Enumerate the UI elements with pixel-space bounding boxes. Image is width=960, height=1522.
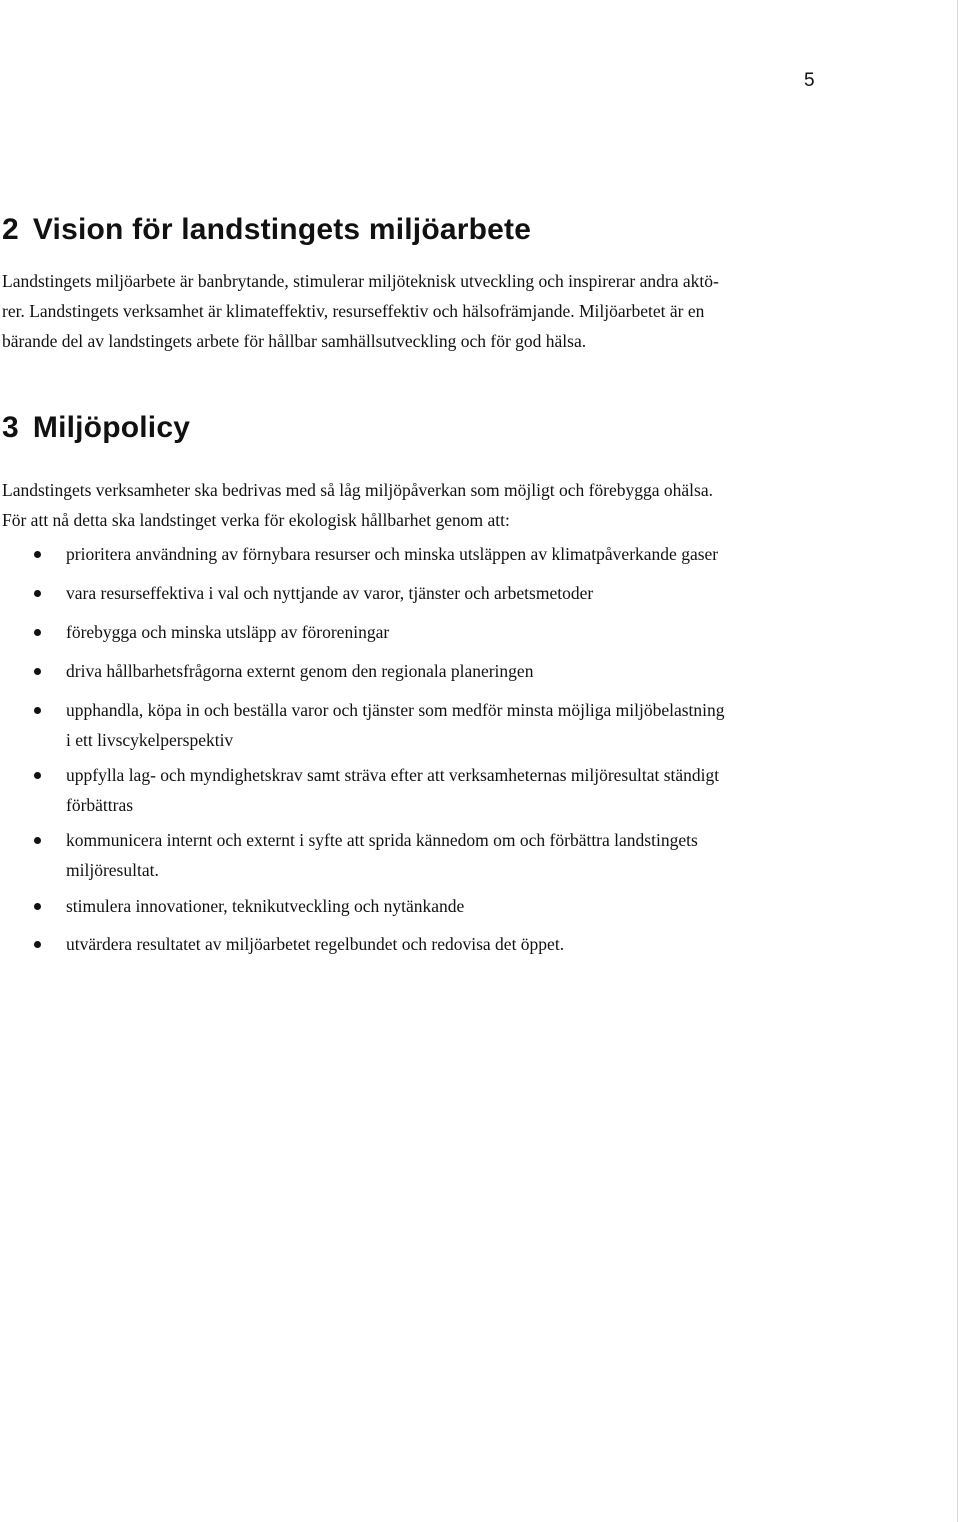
policy-intro-paragraph bbox=[2, 475, 713, 535]
bullet-text bbox=[66, 695, 826, 755]
bullet-line: uppfylla lag- och myndighetskrav samt sträva efter att verksamheternas miljöresultat ständigt bbox=[66, 765, 720, 785]
bullet-icon bbox=[34, 629, 41, 636]
bullet-line: stimulera innovationer, teknikutveckling och nytänkande bbox=[66, 896, 465, 916]
bullet-icon bbox=[34, 903, 41, 910]
bullet-icon bbox=[34, 551, 41, 558]
bullet-text bbox=[66, 760, 826, 820]
section-3-title: Miljöpolicy bbox=[32, 411, 191, 444]
bullet-line: förebygga och minska utsläpp av föroreningar bbox=[66, 622, 390, 642]
section-3-number: 3 bbox=[2, 411, 19, 444]
policy-intro-line: För att nå detta ska landstinget verka för ekologisk hållbarhet genom att: bbox=[2, 510, 510, 530]
bullet-line: miljöresultat. bbox=[66, 860, 159, 880]
policy-intro-line: Landstingets verksamheter ska bedrivas med så låg miljöpåverkan som möjligt och förebygga ohälsa. bbox=[2, 480, 713, 500]
bullet-icon bbox=[34, 772, 41, 779]
vision-line: Landstingets miljöarbete är banbrytande, stimulerar miljöteknisk utveckling och inspirerar andra aktö- bbox=[2, 271, 719, 291]
page-edge-rule bbox=[957, 0, 958, 1522]
bullet-icon bbox=[34, 837, 41, 844]
bullet-line: förbättras bbox=[66, 795, 134, 815]
bullet-text bbox=[66, 578, 826, 608]
bullet-text bbox=[66, 617, 826, 647]
section-2-heading bbox=[2, 213, 531, 247]
page-number: 5 bbox=[804, 70, 815, 91]
bullet-line: driva hållbarhetsfrågorna externt genom den regionala planeringen bbox=[66, 661, 534, 681]
bullet-icon bbox=[34, 707, 41, 714]
vision-line: rer. Landstingets verksamhet är klimateffektiv, resurseffektiv och hälsofrämjande. Miljöarbetet är en bbox=[2, 301, 705, 321]
bullet-text bbox=[66, 825, 826, 885]
bullet-icon bbox=[34, 941, 41, 948]
bullet-icon bbox=[34, 668, 41, 675]
bullet-text bbox=[66, 891, 826, 921]
section-3-heading bbox=[2, 411, 190, 445]
bullet-line: upphandla, köpa in och beställa varor och tjänster som medför minsta möjliga miljöbelastning bbox=[66, 700, 725, 720]
bullet-line: vara resurseffektiva i val och nyttjande av varor, tjänster och arbetsmetoder bbox=[66, 583, 594, 603]
bullet-line: i ett livscykelperspektiv bbox=[66, 730, 234, 750]
bullet-text bbox=[66, 539, 826, 569]
section-2-title: Vision för landstingets miljöarbete bbox=[32, 213, 532, 246]
bullet-text bbox=[66, 656, 826, 686]
bullet-line: kommunicera internt och externt i syfte att sprida kännedom om och förbättra landstingets bbox=[66, 830, 698, 850]
bullet-line: utvärdera resultatet av miljöarbetet regelbundet och redovisa det öppet. bbox=[66, 934, 565, 954]
bullet-icon bbox=[34, 590, 41, 597]
bullet-text bbox=[66, 929, 826, 959]
section-2-number: 2 bbox=[2, 213, 19, 246]
vision-line: bärande del av landstingets arbete för hållbar samhällsutveckling och för god hälsa. bbox=[2, 331, 587, 351]
vision-paragraph bbox=[2, 266, 719, 356]
bullet-line: prioritera användning av förnybara resurser och minska utsläppen av klimatpåverkande gaser bbox=[66, 544, 719, 564]
